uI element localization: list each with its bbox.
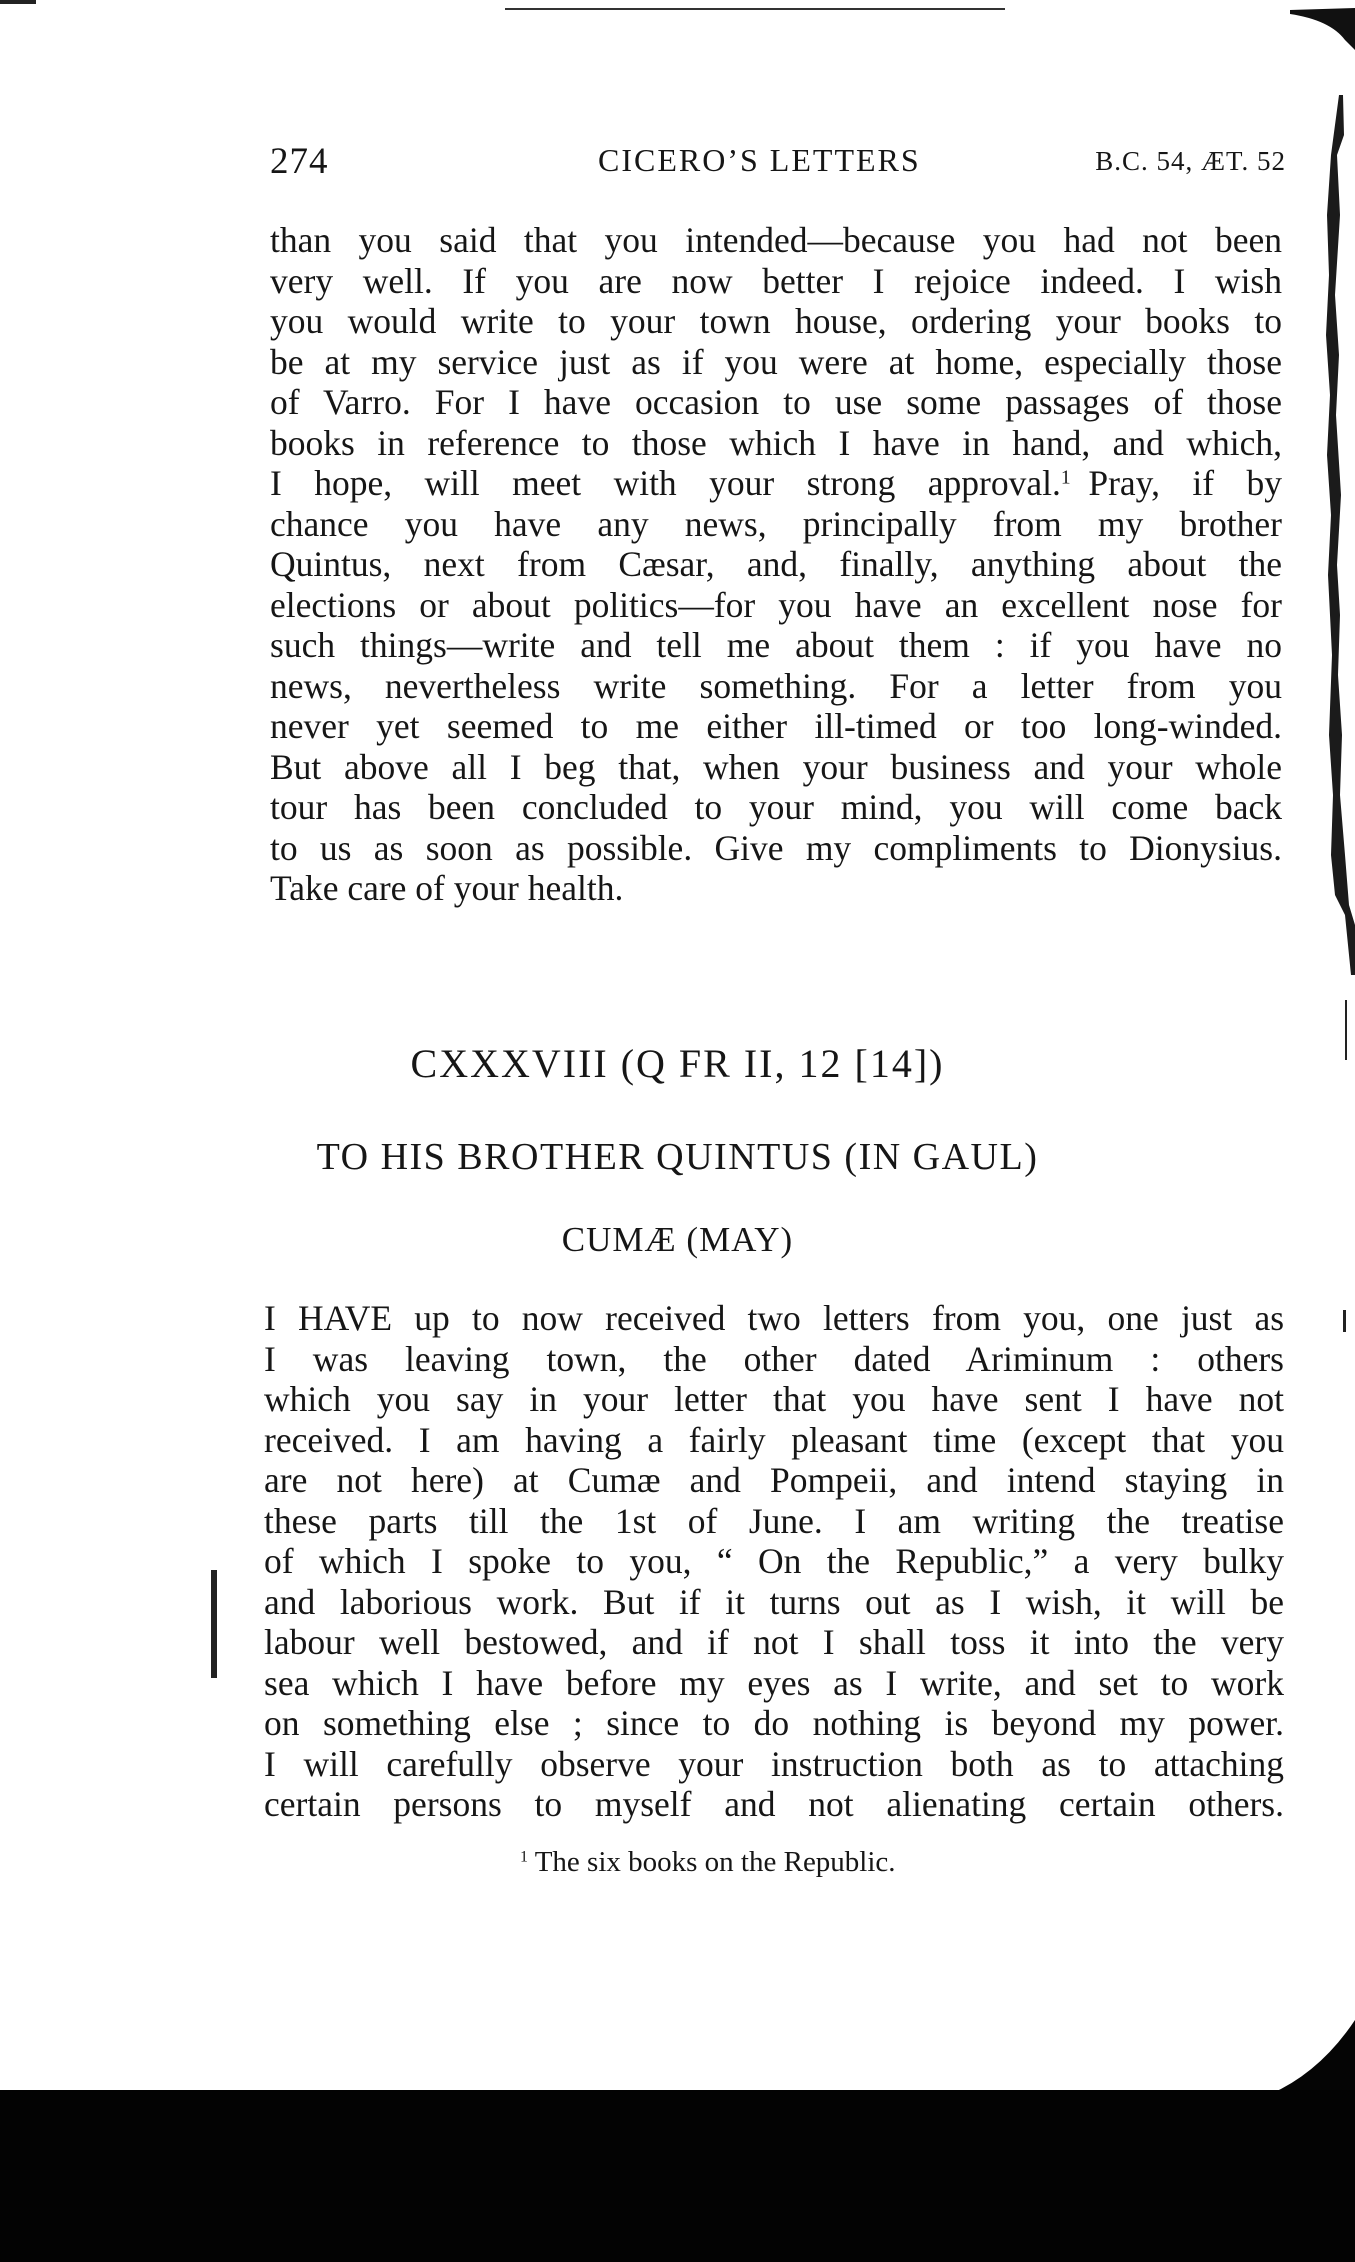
book-title: CICERO’S LETTERS — [598, 142, 921, 178]
text-line: than you said that you intended—because you had not been — [270, 220, 1282, 260]
letter-place-date: CUMÆ (MAY) — [561, 1220, 794, 1259]
footnote-reference: 1 — [1060, 467, 1071, 489]
text-line — [264, 1298, 1284, 1339]
header-date: B.C. 54, ÆT. 52 — [1095, 146, 1286, 176]
footnote-text: The six books on the Republic. — [534, 1846, 896, 1878]
page-number: 274 — [270, 141, 329, 182]
text-line: tour has been concluded to your mind, you will come back — [270, 787, 1282, 827]
scan-bottom-shadow — [0, 2090, 1355, 2262]
text-line: elections or about politics—for you have an excellent nose for — [270, 584, 1282, 625]
text-line: are not here) at Cumæ and Pompeii, and intend staying in — [264, 1460, 1284, 1500]
footnote — [520, 1846, 896, 1879]
margin-mark — [1343, 1310, 1346, 1332]
text-line: never yet seemed to me either ill-timed or too long-winded. — [270, 706, 1282, 746]
text-line — [270, 463, 1282, 504]
page-edge-shadow — [1325, 95, 1355, 975]
text-line: of which I spoke to you, “ On the Republic,” a very bulky — [264, 1541, 1284, 1581]
text-line: Quintus, next from Cæsar, and, finally, anything about the — [270, 544, 1282, 584]
text-line: these parts till the 1st of June. I am writing the treatise — [264, 1500, 1284, 1541]
text-line: and laborious work. But if it turns out as I wish, it will be — [264, 1581, 1284, 1622]
letter-body — [264, 1298, 1284, 1825]
text-line: be at my service just as if you were at home, especially those — [270, 341, 1282, 382]
text-line: very well. If you are now better I rejoice indeed. I wish — [270, 260, 1282, 301]
scan-edge-mark — [0, 0, 36, 4]
running-header — [270, 140, 1290, 186]
text-line: But above all I beg that, when your business and your whole — [270, 746, 1282, 787]
text-line: sea which I have before my eyes as I write, and set to work — [264, 1662, 1284, 1703]
opening-words: I HAVE — [264, 1298, 393, 1338]
text-line: received. I am having a fairly pleasant time (except that you — [264, 1419, 1284, 1460]
footnote-marker: 1 — [520, 1848, 528, 1866]
text-fragment: Pray, if by — [1088, 463, 1282, 503]
text-line: to us as soon as possible. Give my compliments to Dionysius. — [270, 827, 1282, 868]
text-line: such things—write and tell me about them : if you have no — [270, 625, 1282, 665]
margin-mark — [211, 1570, 217, 1678]
text-line: news, nevertheless write something. For a letter from you — [270, 665, 1282, 706]
text-fragment: I hope, will meet with your strong approval. — [270, 463, 1061, 503]
text-line: books in reference to those which I have in hand, and which, — [270, 422, 1282, 463]
text-line: chance you have any news, principally from my brother — [270, 503, 1282, 544]
text-fragment: up to now received two letters from you, one just as — [414, 1298, 1285, 1338]
text-line: I will carefully observe your instruction both as to attaching — [264, 1743, 1284, 1784]
text-line: certain persons to myself and not alienating certain others. — [264, 1784, 1284, 1824]
scan-top-rule — [505, 8, 1005, 10]
page-curl-bottom — [1255, 2020, 1355, 2100]
text-line: which you say in your letter that you have sent I have not — [264, 1379, 1284, 1419]
previous-letter-text — [270, 220, 1282, 909]
text-line: labour well bestowed, and if not I shall toss it into the very — [264, 1622, 1284, 1662]
text-line: on something else ; since to do nothing is beyond my power. — [264, 1703, 1284, 1743]
letter-title: TO HIS BROTHER QUINTUS (IN GAUL) — [316, 1136, 1039, 1178]
letter-number: CXXXVIII (Q FR II, 12 [14]) — [410, 1041, 945, 1086]
text-line: I was leaving town, the other dated Ariminum : others — [264, 1338, 1284, 1379]
text-line: Take care of your health. — [270, 868, 624, 908]
page-curl-top — [1290, 0, 1355, 50]
text-line: of Varro. For I have occasion to use some passages of those — [270, 382, 1282, 422]
text-line: you would write to your town house, ordering your books to — [270, 301, 1282, 341]
